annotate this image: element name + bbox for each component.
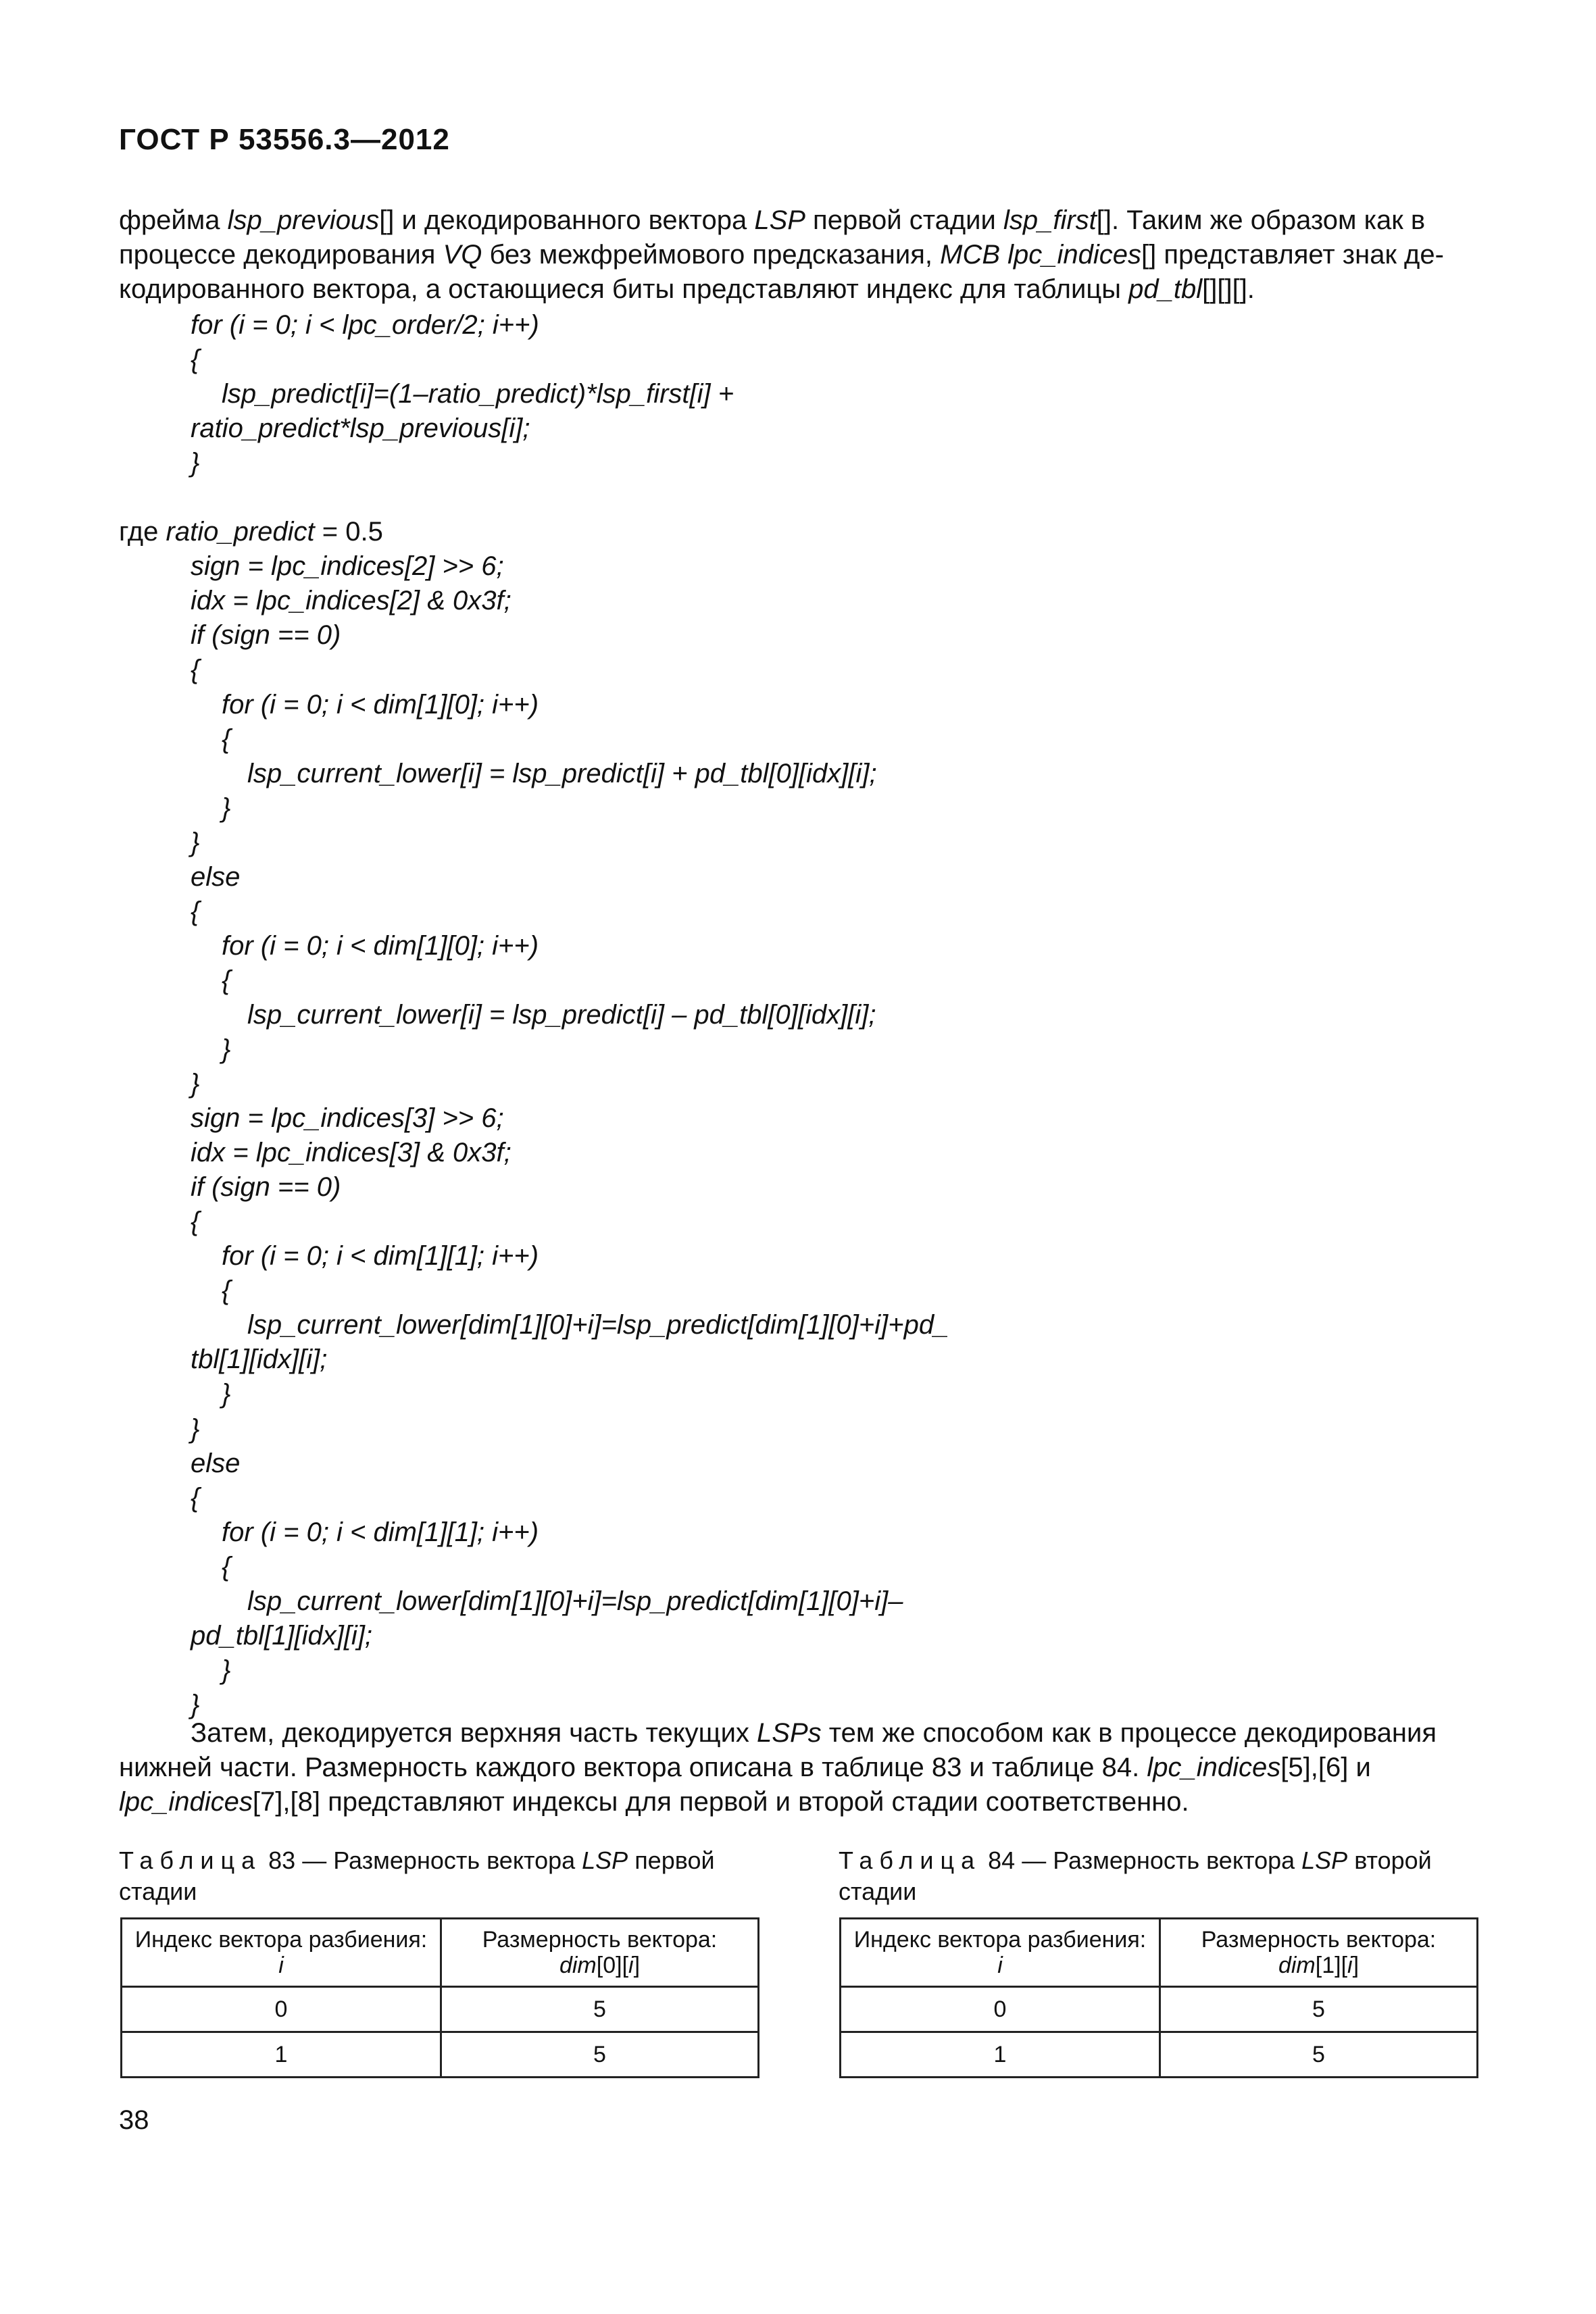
code-line: } (222, 1034, 231, 1064)
page-header: ГОСТ Р 53556.3—2012 (119, 123, 450, 156)
code-line: for (i = 0; i < lpc_order/2; i++) (191, 310, 539, 340)
outro-paragraph (119, 1716, 1477, 1819)
code-line: } (191, 1689, 200, 1719)
where-line: где ratio_predict = 0.5 (119, 517, 383, 547)
table-cell: 5 (1160, 1987, 1478, 2032)
code-line: sign = lpc_indices[2] >> 6; (191, 551, 504, 582)
code-line: } (222, 1379, 231, 1409)
code-line: for (i = 0; i < dim[1][1]; i++) (222, 1241, 539, 1272)
intro-line-2: процессе декодирования VQ без межфреймового предсказания, MCB lpc_indices[] представляет знак де- (119, 240, 1444, 270)
code-line: ratio_predict*lsp_previous[i]; (191, 413, 530, 444)
table-row (122, 2032, 759, 2078)
page-number: 38 (119, 2105, 149, 2135)
table-header-cell: Индекс вектора разбиения: i (122, 1919, 441, 1987)
code-line (119, 480, 949, 515)
table-header-cell: Индекс вектора разбиения: i (841, 1919, 1160, 1987)
code-line: lsp_current_lower[i] = lsp_predict[i] + pd_tbl[0][idx][i]; (247, 758, 877, 788)
code-block (119, 308, 949, 1722)
code-line: { (222, 965, 231, 995)
code-line: else (191, 861, 241, 892)
code-line: idx = lpc_indices[2] & 0x3f; (191, 586, 512, 616)
code-line: { (191, 896, 200, 926)
outro-line-1: Затем, декодируется верхняя часть текущих LSPs тем же способом как в процессе декодирования (191, 1718, 1437, 1748)
code-line: else (191, 1448, 241, 1478)
table-cell: 0 (841, 1987, 1160, 2032)
code-line: tbl[1][idx][i]; (191, 1344, 328, 1375)
table-row (122, 1987, 759, 2032)
code-line: lsp_current_lower[dim[1][0]+i]=lsp_predict[dim[1][0]+i]+pd_ (247, 1310, 949, 1340)
code-line: lsp_current_lower[i] = lsp_predict[i] – pd_tbl[0][idx][i]; (247, 999, 876, 1030)
table-cell: 5 (1160, 2032, 1478, 2078)
code-line: lsp_predict[i]=(1–ratio_predict)*lsp_first[i] + (222, 379, 734, 409)
code-line: idx = lpc_indices[3] & 0x3f; (191, 1138, 512, 1168)
code-line: { (222, 1551, 231, 1582)
code-line: } (222, 1655, 231, 1685)
code-line: for (i = 0; i < dim[1][0]; i++) (222, 689, 539, 720)
code-line: } (191, 1069, 200, 1099)
table-row (841, 2032, 1478, 2078)
code-line: { (222, 1276, 231, 1306)
outro-line-3: lpc_indices[7],[8] представляют индексы для первой и второй стадии соответственно. (119, 1787, 1189, 1817)
table-cell: 0 (122, 1987, 441, 2032)
code-line: for (i = 0; i < dim[1][1]; i++) (222, 1517, 539, 1547)
code-line: for (i = 0; i < dim[1][0]; i++) (222, 930, 539, 961)
code-line: { (191, 1207, 200, 1237)
intro-line-3: кодированного вектора, а остающиеся биты представляют индекс для таблицы pd_tbl[][][]. (119, 274, 1255, 304)
code-line: { (222, 724, 231, 754)
code-line: } (222, 793, 231, 823)
code-line: { (191, 345, 200, 375)
code-line: if (sign == 0) (191, 620, 341, 651)
table-cell: 1 (841, 2032, 1160, 2078)
table-header-cell: Размерность вектора: dim[1][i] (1160, 1919, 1478, 1987)
code-line: sign = lpc_indices[3] >> 6; (191, 1103, 504, 1134)
table-row (841, 1987, 1478, 2032)
code-line: { (191, 1482, 200, 1513)
table-84-caption: Таблица 84 — Размерность вектора LSP второй стадии (839, 1846, 1432, 1905)
code-line: if (sign == 0) (191, 1172, 341, 1203)
intro-paragraph (119, 203, 1477, 307)
table-cell: 1 (122, 2032, 441, 2078)
code-line: pd_tbl[1][idx][i]; (191, 1620, 373, 1651)
table-header-cell: Размерность вектора: dim[0][i] (441, 1919, 759, 1987)
outro-line-2: нижней части. Размерность каждого вектора описана в таблице 83 и таблице 84. lpc_indices[5],[6] и (119, 1753, 1371, 1782)
code-line: lsp_current_lower[dim[1][0]+i]=lsp_predict[dim[1][0]+i]– (247, 1586, 903, 1616)
code-line: } (191, 827, 200, 857)
table-83-caption: Таблица 83 — Размерность вектора LSP первой стадии (119, 1846, 715, 1905)
table-cell: 5 (441, 1987, 759, 2032)
table-cell: 5 (441, 2032, 759, 2078)
code-line: } (191, 1413, 200, 1444)
code-line: { (191, 655, 200, 685)
code-line: } (191, 448, 200, 478)
table-83 (120, 1917, 759, 2078)
intro-line-1: фрейма lsp_previous[] и декодированного вектора LSP первой стадии lsp_first[]. Таким же образом как в (119, 205, 1426, 235)
table-84 (839, 1917, 1478, 2078)
